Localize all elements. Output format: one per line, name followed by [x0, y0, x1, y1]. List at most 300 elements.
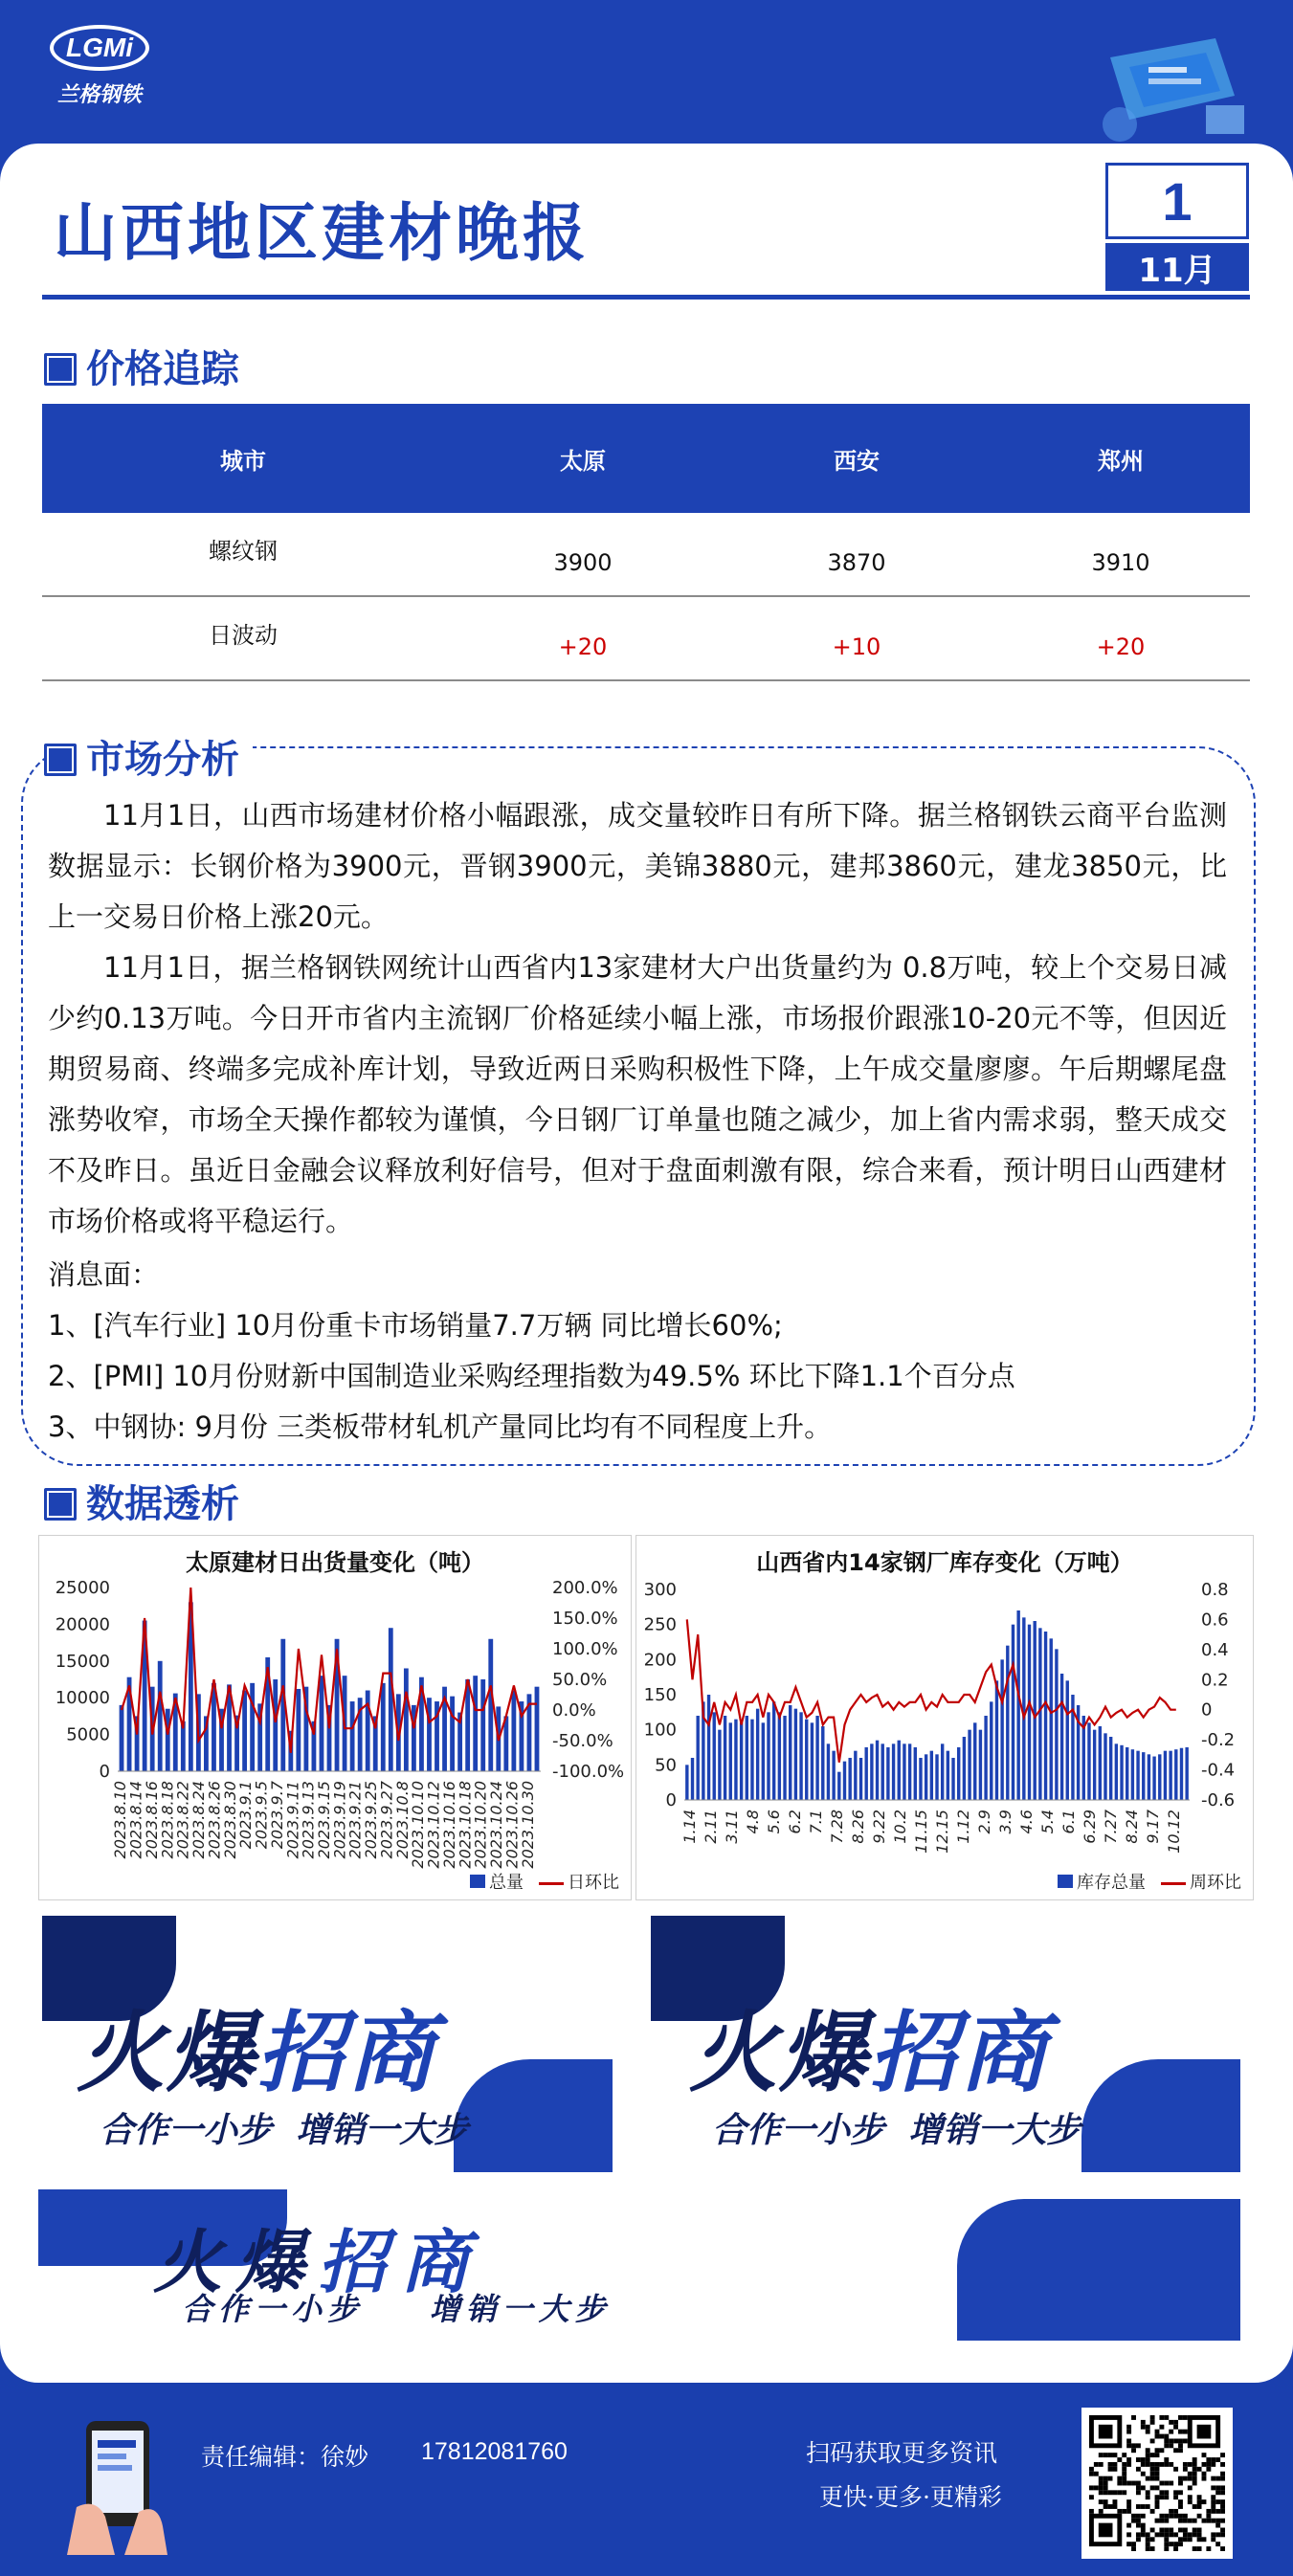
qr-module	[1164, 2438, 1169, 2443]
qr-module	[1159, 2415, 1164, 2420]
qr-module	[1141, 2420, 1146, 2425]
qr-module	[1206, 2514, 1211, 2519]
legend-item	[470, 1869, 524, 1894]
qr-finder	[1099, 2425, 1113, 2439]
qr-module	[1188, 2532, 1193, 2537]
qr-module	[1211, 2462, 1215, 2467]
qr-module	[1183, 2476, 1188, 2481]
qr-module	[1150, 2509, 1155, 2514]
qr-module	[1188, 2495, 1193, 2499]
qr-module	[1188, 2499, 1193, 2504]
x-tick-label: 7.28	[828, 1810, 846, 1844]
chart-legend	[470, 1869, 619, 1894]
qr-module	[1178, 2476, 1183, 2481]
qr-module	[1193, 2528, 1197, 2533]
data-bar	[724, 1716, 726, 1800]
qr-module	[1099, 2509, 1104, 2514]
qr-module	[1155, 2467, 1160, 2472]
price-value: 3910	[1091, 549, 1150, 576]
qr-module	[1183, 2462, 1188, 2467]
qr-module	[1193, 2481, 1197, 2486]
y-tick-label-left: 25000	[55, 1578, 110, 1598]
qr-module	[1202, 2476, 1207, 2481]
qr-module	[1141, 2528, 1146, 2533]
x-tick-label: 2023.9.27	[377, 1781, 396, 1859]
qr-module	[1099, 2490, 1104, 2495]
qr-module	[1206, 2509, 1211, 2514]
section-square-icon	[44, 353, 71, 380]
data-bar	[685, 1765, 688, 1800]
qr-module	[1108, 2490, 1113, 2495]
qr-module	[1104, 2476, 1108, 2481]
qr-module	[1099, 2499, 1104, 2504]
data-bar	[789, 1705, 791, 1800]
x-tick-label: 2023.9.19	[330, 1781, 349, 1859]
qr-module	[1197, 2514, 1202, 2519]
qr-module	[1136, 2537, 1141, 2542]
data-bar	[963, 1737, 966, 1800]
qr-finder	[1099, 2523, 1113, 2538]
qr-module	[1188, 2537, 1193, 2542]
qr-module	[1131, 2519, 1136, 2523]
x-tick-label: 4.8	[744, 1810, 762, 1834]
data-bar	[296, 1689, 301, 1771]
qr-module	[1141, 2514, 1146, 2519]
qr-module	[1183, 2532, 1188, 2537]
x-tick-label: 6.29	[1081, 1810, 1099, 1844]
qr-module	[1136, 2490, 1141, 2495]
date-day: 1	[1105, 163, 1249, 239]
qr-module	[1131, 2415, 1136, 2420]
data-bar	[799, 1712, 802, 1800]
qr-module	[1099, 2485, 1104, 2490]
y-tick-label-right: 0.2	[1201, 1670, 1229, 1691]
x-tick-label: 2023.9.15	[315, 1781, 333, 1859]
data-bar	[951, 1758, 954, 1800]
qr-module	[1146, 2495, 1150, 2499]
qr-code[interactable]	[1081, 2408, 1233, 2559]
qr-module	[1164, 2514, 1169, 2519]
row-label: 螺纹钢	[209, 538, 278, 565]
data-bar	[242, 1691, 247, 1771]
y-tick-label-left: 100	[643, 1720, 677, 1741]
qr-module	[1169, 2542, 1173, 2546]
qr-module	[1169, 2443, 1173, 2448]
data-bar	[805, 1720, 808, 1800]
data-bar	[811, 1722, 814, 1800]
qr-module	[1117, 2457, 1122, 2462]
qr-module	[1155, 2504, 1160, 2509]
y-tick-label-right: -0.4	[1201, 1760, 1236, 1781]
x-tick-label: 2023.10.20	[471, 1781, 490, 1869]
qr-module	[1169, 2528, 1173, 2533]
data-bar	[925, 1754, 927, 1800]
qr-module	[1197, 2537, 1202, 2542]
qr-module	[1117, 2509, 1122, 2514]
data-bar	[734, 1720, 737, 1800]
qr-module	[1197, 2504, 1202, 2509]
qr-module	[1193, 2467, 1197, 2472]
qr-module	[1215, 2476, 1220, 2481]
data-bar	[762, 1722, 765, 1800]
qr-module	[1126, 2443, 1131, 2448]
x-tick-label: 2023.9.7	[267, 1781, 286, 1850]
qr-module	[1159, 2481, 1164, 2486]
qr-module	[1169, 2430, 1173, 2434]
qr-module	[1173, 2425, 1178, 2430]
qr-module	[1126, 2542, 1131, 2546]
qr-module	[1197, 2532, 1202, 2537]
qr-module	[1146, 2490, 1150, 2495]
x-tick-label: 2023.8.10	[111, 1781, 130, 1859]
data-bar	[350, 1701, 355, 1771]
qr-module	[1146, 2425, 1150, 2430]
qr-module	[1183, 2415, 1188, 2420]
qr-module	[1141, 2532, 1146, 2537]
x-tick-label: 3.11	[723, 1810, 741, 1844]
qr-module	[1206, 2462, 1211, 2467]
data-bar	[898, 1741, 901, 1800]
qr-module	[1104, 2490, 1108, 2495]
col-xian: 西安	[834, 447, 880, 475]
qr-module	[1220, 2485, 1225, 2490]
qr-module	[1141, 2523, 1146, 2528]
x-tick-label: 6.1	[1059, 1810, 1078, 1834]
qr-module	[1126, 2425, 1131, 2430]
qr-module	[1141, 2425, 1146, 2430]
qr-module	[1173, 2546, 1178, 2551]
qr-module	[1197, 2495, 1202, 2499]
data-bar	[158, 1661, 163, 1771]
qr-module	[1220, 2499, 1225, 2504]
data-bar	[1120, 1745, 1123, 1800]
qr-module	[1136, 2481, 1141, 2486]
qr-module	[1131, 2514, 1136, 2519]
qr-module	[1155, 2485, 1160, 2490]
logo-mark	[50, 25, 149, 71]
y-tick-label-left: 150	[643, 1685, 677, 1705]
data-bar	[1055, 1649, 1058, 1800]
y-tick-label-right: 0	[1201, 1699, 1213, 1721]
ad-subtitle: 合作一小步 增销一大步	[712, 2111, 1081, 2150]
qr-module	[1131, 2546, 1136, 2551]
qr-module	[1089, 2472, 1094, 2476]
market-section-heading	[44, 729, 253, 784]
qr-module	[1193, 2519, 1197, 2523]
qr-module	[1164, 2415, 1169, 2420]
qr-module	[1197, 2499, 1202, 2504]
price-value: 3900	[553, 549, 613, 576]
qr-module	[1183, 2438, 1188, 2443]
ink-brush-shape	[1081, 2059, 1240, 2172]
legend-label: 日环比	[568, 1873, 619, 1893]
qr-module	[1141, 2504, 1146, 2509]
qr-module	[1211, 2457, 1215, 2462]
ad-title: 火爆招商	[77, 2002, 437, 2104]
qr-module	[1150, 2476, 1155, 2481]
x-tick-label: 1.12	[954, 1810, 972, 1844]
section-square-icon	[44, 1488, 71, 1515]
qr-module	[1178, 2415, 1183, 2420]
company-logo	[42, 25, 157, 111]
x-tick-label: 10.2	[891, 1810, 909, 1844]
y-tick-label-left: 50	[655, 1755, 677, 1776]
data-bar	[273, 1679, 278, 1771]
qr-module	[1146, 2532, 1150, 2537]
x-tick-label: 5.6	[765, 1810, 783, 1834]
y-tick-label-right: -50.0%	[552, 1731, 613, 1751]
qr-module	[1211, 2485, 1215, 2490]
data-bar	[450, 1697, 455, 1771]
x-tick-label: 8.24	[1123, 1810, 1141, 1844]
qr-module	[1104, 2485, 1108, 2490]
y-tick-label-left: 0	[99, 1762, 110, 1782]
y-tick-label-left: 250	[643, 1614, 677, 1635]
qr-module	[1150, 2462, 1155, 2467]
qr-module	[1159, 2425, 1164, 2430]
y-tick-label-right: -0.2	[1201, 1730, 1236, 1751]
qr-module	[1136, 2523, 1141, 2528]
qr-module	[1159, 2528, 1164, 2533]
qr-module	[1193, 2546, 1197, 2551]
data-bar	[1033, 1621, 1036, 1800]
data-bar	[1099, 1726, 1102, 1800]
data-bar	[181, 1721, 186, 1771]
qr-module	[1220, 2490, 1225, 2495]
logo-cn-text: 兰格钢铁	[56, 82, 142, 107]
qr-module	[1202, 2472, 1207, 2476]
qr-module	[1126, 2430, 1131, 2434]
qr-module	[1131, 2542, 1136, 2546]
data-bar	[957, 1747, 960, 1800]
x-tick-label: 2.11	[702, 1810, 720, 1844]
qr-module	[1188, 2519, 1193, 2523]
data-bar	[729, 1722, 732, 1800]
ad-banner-left[interactable]	[42, 1916, 613, 2172]
data-bar	[511, 1691, 516, 1771]
qr-module	[1136, 2467, 1141, 2472]
qr-module	[1211, 2509, 1215, 2514]
x-tick-label: 2023.8.24	[189, 1781, 209, 1859]
legend-label: 总量	[489, 1873, 524, 1893]
ad-title: 火爆招商	[153, 2222, 483, 2302]
x-tick-label: 2023.10.10	[409, 1781, 428, 1869]
qr-module	[1099, 2476, 1104, 2481]
data-bar	[1000, 1659, 1003, 1800]
qr-module	[1215, 2499, 1220, 2504]
data-bar	[250, 1683, 255, 1771]
qr-module	[1094, 2472, 1099, 2476]
col-taiyuan: 太原	[560, 447, 606, 475]
contact-phone[interactable]: 17812081760	[421, 2438, 568, 2465]
qr-module	[1169, 2532, 1173, 2537]
qr-module	[1193, 2504, 1197, 2509]
qr-module	[1141, 2485, 1146, 2490]
data-bar	[886, 1747, 889, 1800]
data-bar	[1131, 1749, 1134, 1800]
qr-module	[1155, 2519, 1160, 2523]
qr-module	[1131, 2443, 1136, 2448]
qr-finder	[1197, 2425, 1212, 2439]
y-tick-label-right: 100.0%	[552, 1639, 618, 1659]
data-bar	[1136, 1751, 1139, 1800]
qr-module	[1150, 2467, 1155, 2472]
price-table	[42, 404, 1250, 681]
qr-module	[1117, 2481, 1122, 2486]
qr-module	[1159, 2519, 1164, 2523]
qr-module	[1178, 2504, 1183, 2509]
qr-module	[1178, 2490, 1183, 2495]
data-bar	[740, 1722, 743, 1800]
data-bar	[876, 1741, 879, 1800]
data-bar	[746, 1716, 748, 1800]
data-bar	[696, 1716, 699, 1800]
qr-module	[1146, 2546, 1150, 2551]
qr-module	[1211, 2495, 1215, 2499]
qr-module	[1173, 2420, 1178, 2425]
x-tick-label: 6.2	[786, 1810, 804, 1834]
qr-module	[1146, 2453, 1150, 2457]
qr-module	[1169, 2481, 1173, 2486]
chart-inventory-svg	[636, 1536, 1255, 1901]
ink-brush-shape	[957, 2199, 1240, 2341]
qr-module	[1159, 2462, 1164, 2467]
data-bar	[778, 1712, 781, 1800]
qr-module	[1094, 2485, 1099, 2490]
scan-text: 扫码获取更多资讯	[806, 2439, 998, 2467]
qr-module	[1178, 2528, 1183, 2533]
x-tick-label: 2023.9.1	[236, 1781, 256, 1850]
price-table-header	[42, 404, 1250, 513]
data-bar	[718, 1730, 721, 1800]
qr-module	[1164, 2519, 1169, 2523]
data-bar	[1050, 1638, 1053, 1800]
qr-module	[1211, 2504, 1215, 2509]
qr-code-icon	[1089, 2415, 1225, 2551]
qr-module	[1178, 2430, 1183, 2434]
qr-module	[1173, 2542, 1178, 2546]
x-tick-label: 2023.10.16	[439, 1781, 458, 1869]
qr-module	[1122, 2476, 1126, 2481]
x-tick-label: 2023.8.14	[126, 1781, 145, 1859]
data-bar	[783, 1716, 786, 1800]
x-tick-label: 9.17	[1144, 1810, 1162, 1844]
qr-module	[1104, 2481, 1108, 2486]
qr-module	[1164, 2462, 1169, 2467]
qr-module	[1178, 2438, 1183, 2443]
data-bar	[1028, 1625, 1031, 1800]
qr-module	[1173, 2490, 1178, 2495]
data-bar	[914, 1747, 917, 1800]
x-tick-label: 2023.8.22	[173, 1781, 192, 1859]
qr-module	[1155, 2472, 1160, 2476]
data-bar	[120, 1705, 124, 1771]
qr-module	[1126, 2481, 1131, 2486]
editor-label: 责任编辑：徐妙	[201, 2443, 369, 2471]
qr-module	[1164, 2481, 1169, 2486]
qr-module	[1150, 2420, 1155, 2425]
data-bar	[1115, 1743, 1118, 1800]
data-bar	[166, 1709, 170, 1771]
qr-module	[1155, 2448, 1160, 2453]
data-bar	[691, 1758, 694, 1800]
data-bar	[535, 1687, 540, 1771]
data-bar	[941, 1743, 944, 1800]
qr-module	[1150, 2415, 1155, 2420]
y-tick-label-left: 0	[665, 1790, 677, 1810]
qr-module	[1178, 2499, 1183, 2504]
y-tick-label-left: 5000	[66, 1724, 110, 1745]
x-tick-label: 1.14	[680, 1810, 699, 1844]
data-bar	[843, 1762, 846, 1800]
data-bar	[1109, 1737, 1112, 1800]
qr-module	[1159, 2532, 1164, 2537]
x-tick-label: 11.15	[912, 1810, 930, 1854]
qr-module	[1122, 2472, 1126, 2476]
analysis-paragraph: 11月1日，据兰格钢铁网统计山西省内13家建材大户出货量约为 0.8万吨，较上个交易日减少约0.13万吨。今日开市省内主流钢厂价格延续小幅上涨，市场报价跟涨10-20元不等，但因近期贸易商、终端多完成补库计划，导致近两日采购积极性下降，上午成交量廖廖。午后期螺尾盘涨势收窄，市场全天操作都较为谨慎，今日钢厂订单量也随之减少，加上省内需求弱，整天成交不及昨日。虽近日金融会议释放利好信号，但对于盘面刺激有限，综合来看，预计明日山西建材市场价格或将平稳运行。	[48, 951, 1227, 1237]
y-tick-label-right: -100.0%	[552, 1762, 625, 1782]
qr-module	[1193, 2462, 1197, 2467]
chart-shipment-svg	[39, 1536, 633, 1901]
data-bar	[713, 1712, 716, 1800]
y-tick-label-left: 300	[643, 1580, 677, 1600]
ad-banner-right[interactable]	[651, 1916, 1240, 2172]
data-bar	[480, 1679, 485, 1771]
qr-module	[1173, 2467, 1178, 2472]
qr-module	[1173, 2495, 1178, 2499]
data-bar	[892, 1743, 895, 1800]
legend-label: 库存总量	[1077, 1873, 1146, 1893]
qr-module	[1136, 2514, 1141, 2519]
legend-label: 周环比	[1190, 1873, 1241, 1893]
data-bar	[707, 1695, 710, 1800]
qr-module	[1202, 2462, 1207, 2467]
qr-module	[1146, 2476, 1150, 2481]
x-tick-label: 10.12	[1165, 1810, 1183, 1854]
qr-module	[1169, 2509, 1173, 2514]
qr-module	[1126, 2462, 1131, 2467]
qr-module	[1155, 2430, 1160, 2434]
qr-module	[1131, 2481, 1136, 2486]
qr-module	[1159, 2490, 1164, 2495]
x-tick-label: 2023.9.11	[283, 1781, 302, 1859]
data-bar	[1038, 1628, 1041, 1800]
news-item: 2、[PMI] 10月份财新中国制造业采购经理指数为49.5% 环比下降1.1个百分点	[48, 1360, 1015, 1392]
ad-banner-wide[interactable]	[38, 2189, 1240, 2341]
qr-module	[1126, 2523, 1131, 2528]
qr-module	[1136, 2519, 1141, 2523]
data-bar	[1169, 1751, 1171, 1800]
qr-module	[1136, 2532, 1141, 2537]
qr-module	[1155, 2476, 1160, 2481]
data-bar	[1185, 1747, 1188, 1800]
qr-module	[1178, 2481, 1183, 2486]
qr-module	[1155, 2462, 1160, 2467]
x-tick-label: 7.1	[807, 1810, 825, 1834]
qr-module	[1108, 2504, 1113, 2509]
qr-module	[1178, 2519, 1183, 2523]
x-tick-label: 2023.8.26	[205, 1781, 224, 1859]
data-bar	[837, 1772, 840, 1800]
qr-module	[1099, 2462, 1104, 2467]
news-item: 3、中钢协: 9月份 三类板带材轧机产量同比均有不同程度上升。	[48, 1410, 833, 1443]
col-zhengzhou: 郑州	[1098, 447, 1144, 475]
qr-module	[1215, 2532, 1220, 2537]
qr-module	[1164, 2532, 1169, 2537]
data-bar	[947, 1751, 949, 1800]
qr-module	[1146, 2448, 1150, 2453]
qr-module	[1126, 2532, 1131, 2537]
